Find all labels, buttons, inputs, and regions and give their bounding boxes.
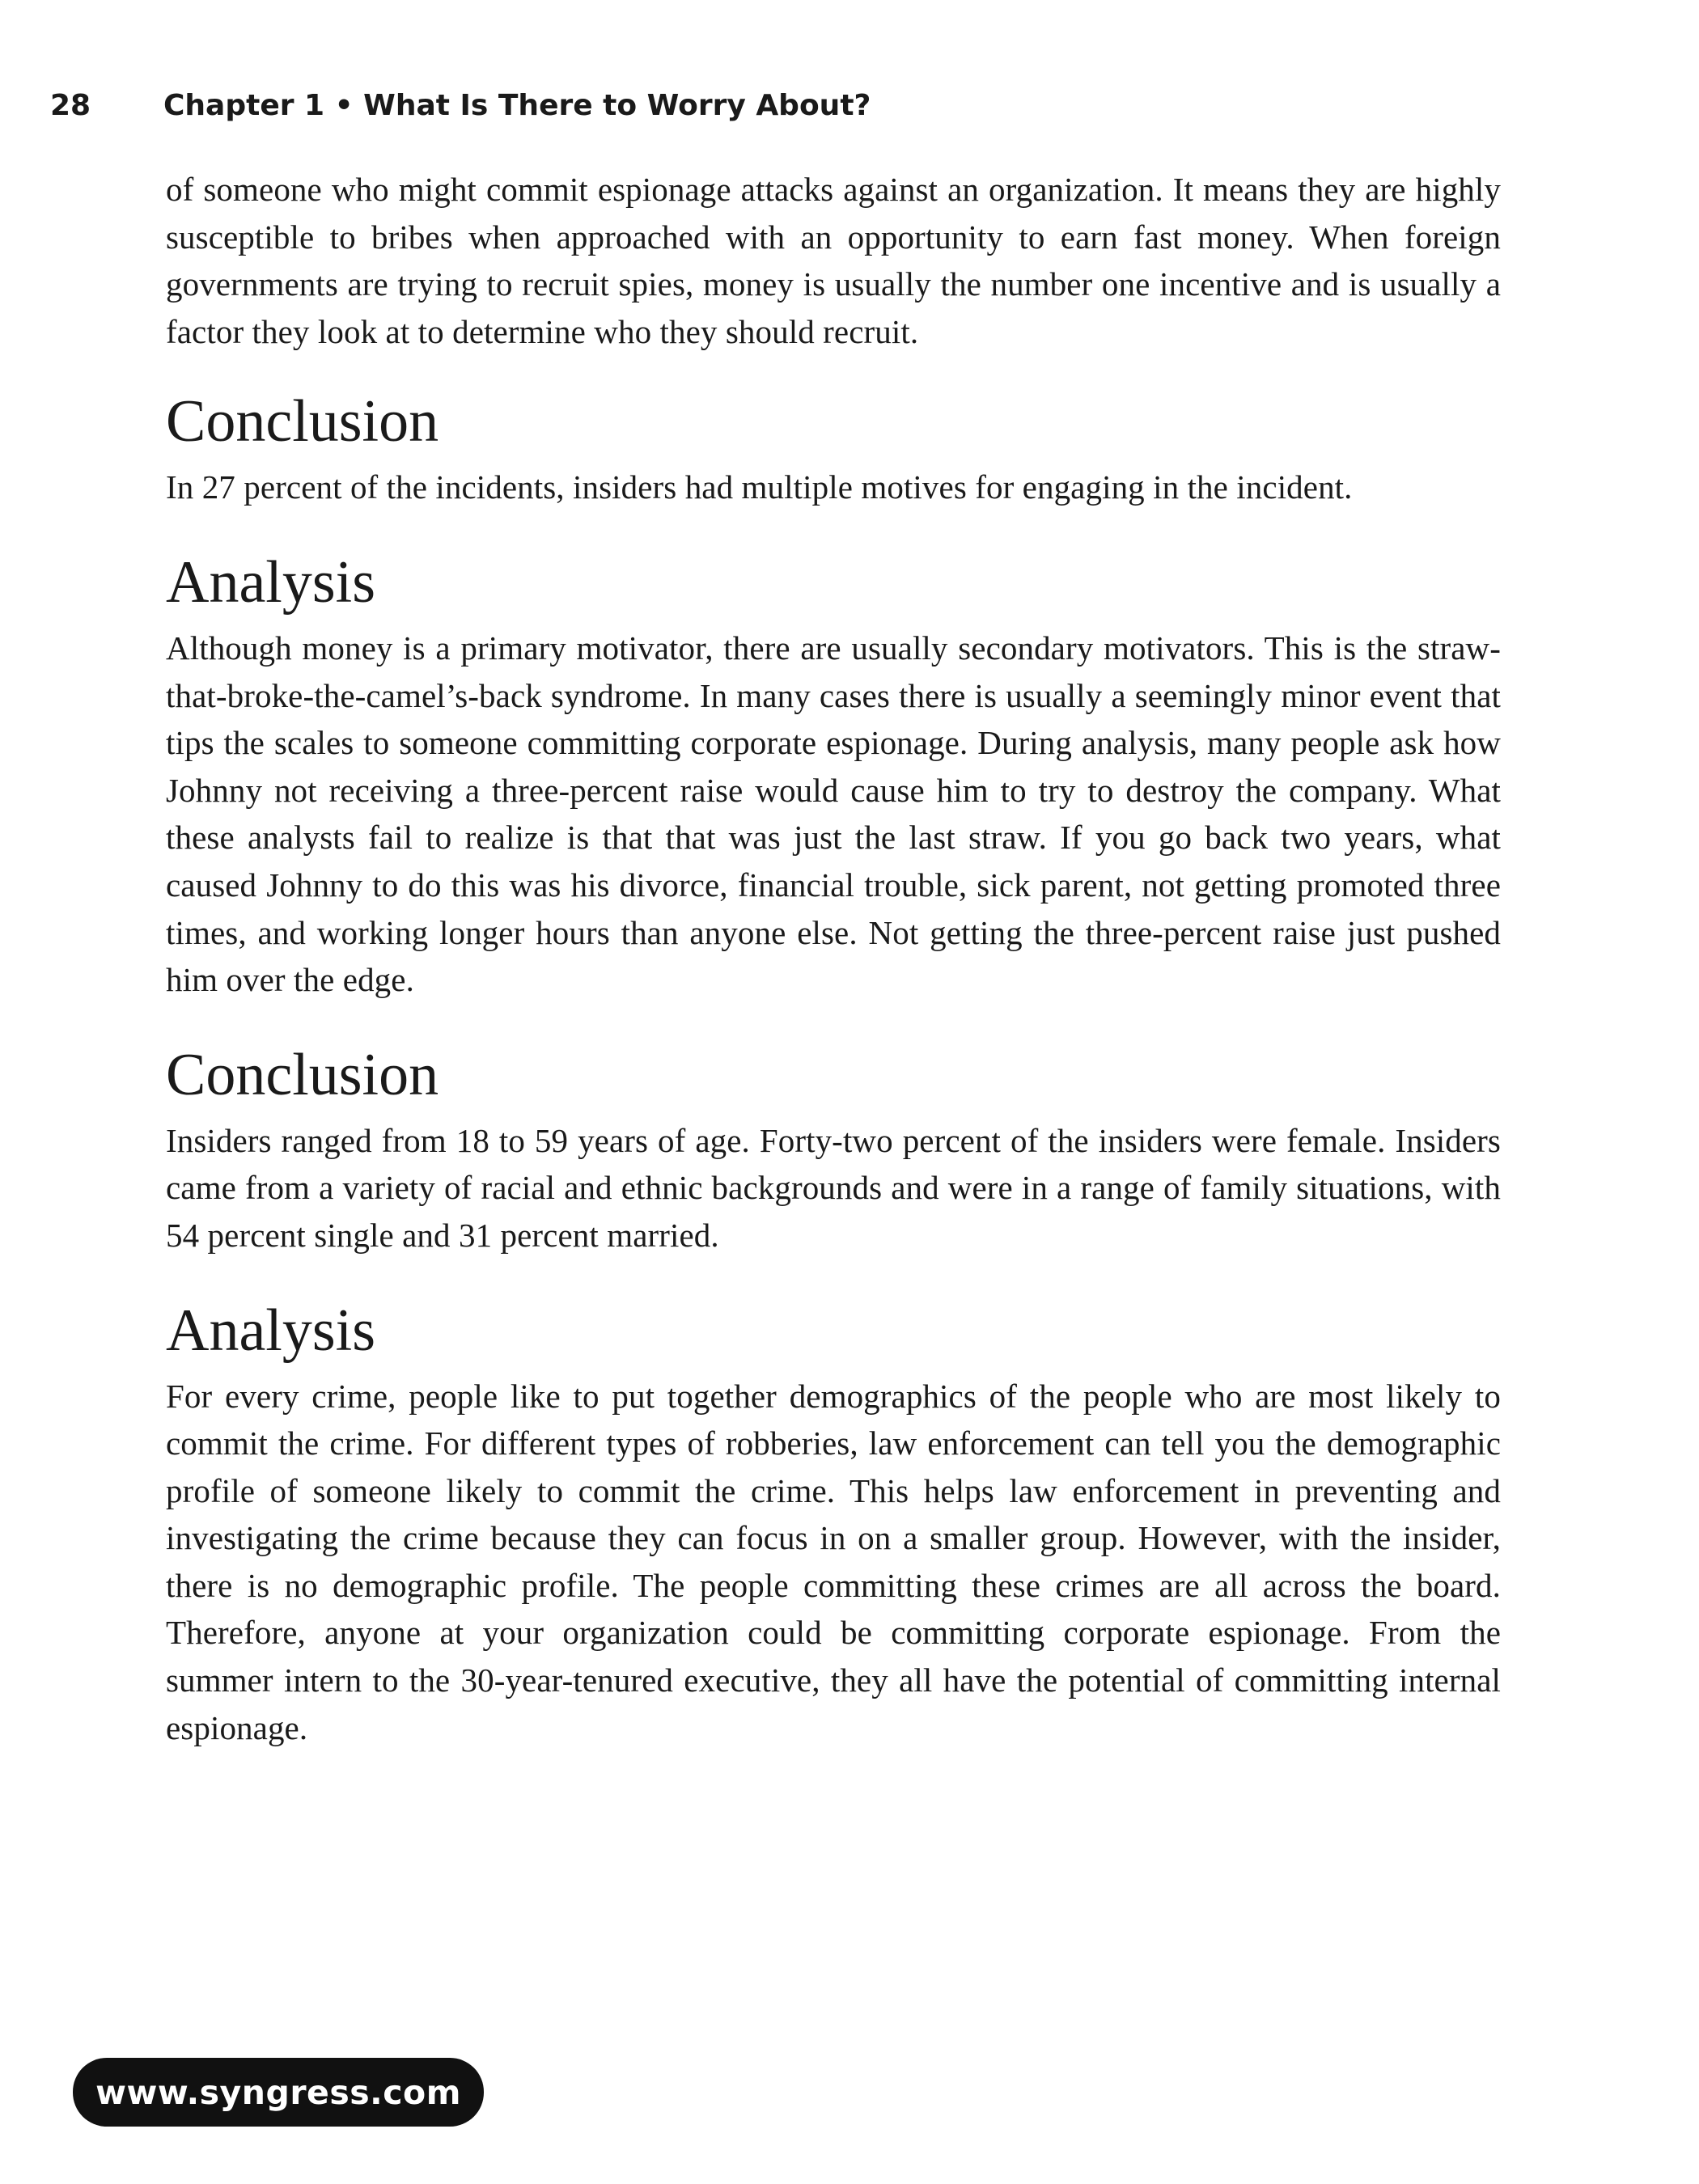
- section-heading-analysis-1: Analysis: [166, 548, 375, 616]
- section-text-analysis-1: Although money is a primary motivator, there are usually secondary motivators. This is the straw-that-broke-the-camel’s-back syndrome. In many cases there is usually a seemingly minor event that tips the scales to someone committing corporate espionage. During analysis, many people ask how Johnny not receiving a three-percent raise would cause him to try to destroy the company. What these analysts fail to realize is that that was just the last straw. If you go back two years, what caused Johnny to do this was his divorce, financial trouble, sick parent, not getting promoted three times, and working longer hours than anyone else. Not getting the three-percent raise just pushed him over the edge.: [166, 629, 1501, 999]
- footer-url-badge: [73, 2058, 484, 2127]
- section-text-conclusion-2: Insiders ranged from 18 to 59 years of age. Forty-two percent of the insiders were female. Insiders came from a variety of racial and ethnic backgrounds and were in a range of family situations, with 54 percent single and 31 percent married.: [166, 1121, 1501, 1254]
- section-text-analysis-2: For every crime, people like to put together demographics of the people who are most likely to commit the crime. For different types of robberies, law enforcement can tell you the demographic profile of someone likely to commit the crime. This helps law enforcement in preventing and investigating the crime because they can focus in on a smaller group. However, with the insider, there is no demographic profile. The people committing these crimes are all across the board. Therefore, anyone at your organization could be committing corporate espionage. From the summer intern to the 30-year-tenured executive, they all have the potential of committing internal espionage.: [166, 1377, 1501, 1746]
- section-heading-analysis-2: Analysis: [166, 1297, 375, 1364]
- chapter-title: Chapter 1 • What Is There to Worry About?: [163, 89, 871, 122]
- section-text-conclusion-1: In 27 percent of the incidents, insiders had multiple motives for engaging in the incident.: [166, 468, 1353, 506]
- intro-paragraph: of someone who might commit espionage attacks against an organization. It means they are highly susceptible to bribes when approached with an opportunity to earn fast money. When foreign governments are trying to recruit spies, money is usually the number one incentive and is usually a factor they look at to determine who they should recruit.: [166, 171, 1501, 350]
- running-head: [50, 89, 871, 122]
- section-heading-conclusion-2: Conclusion: [166, 1041, 439, 1108]
- footer-url: www.syngress.com: [95, 2072, 461, 2112]
- section-heading-conclusion-1: Conclusion: [166, 388, 439, 455]
- main-text: [166, 166, 1501, 1751]
- page-number: 28: [50, 89, 91, 122]
